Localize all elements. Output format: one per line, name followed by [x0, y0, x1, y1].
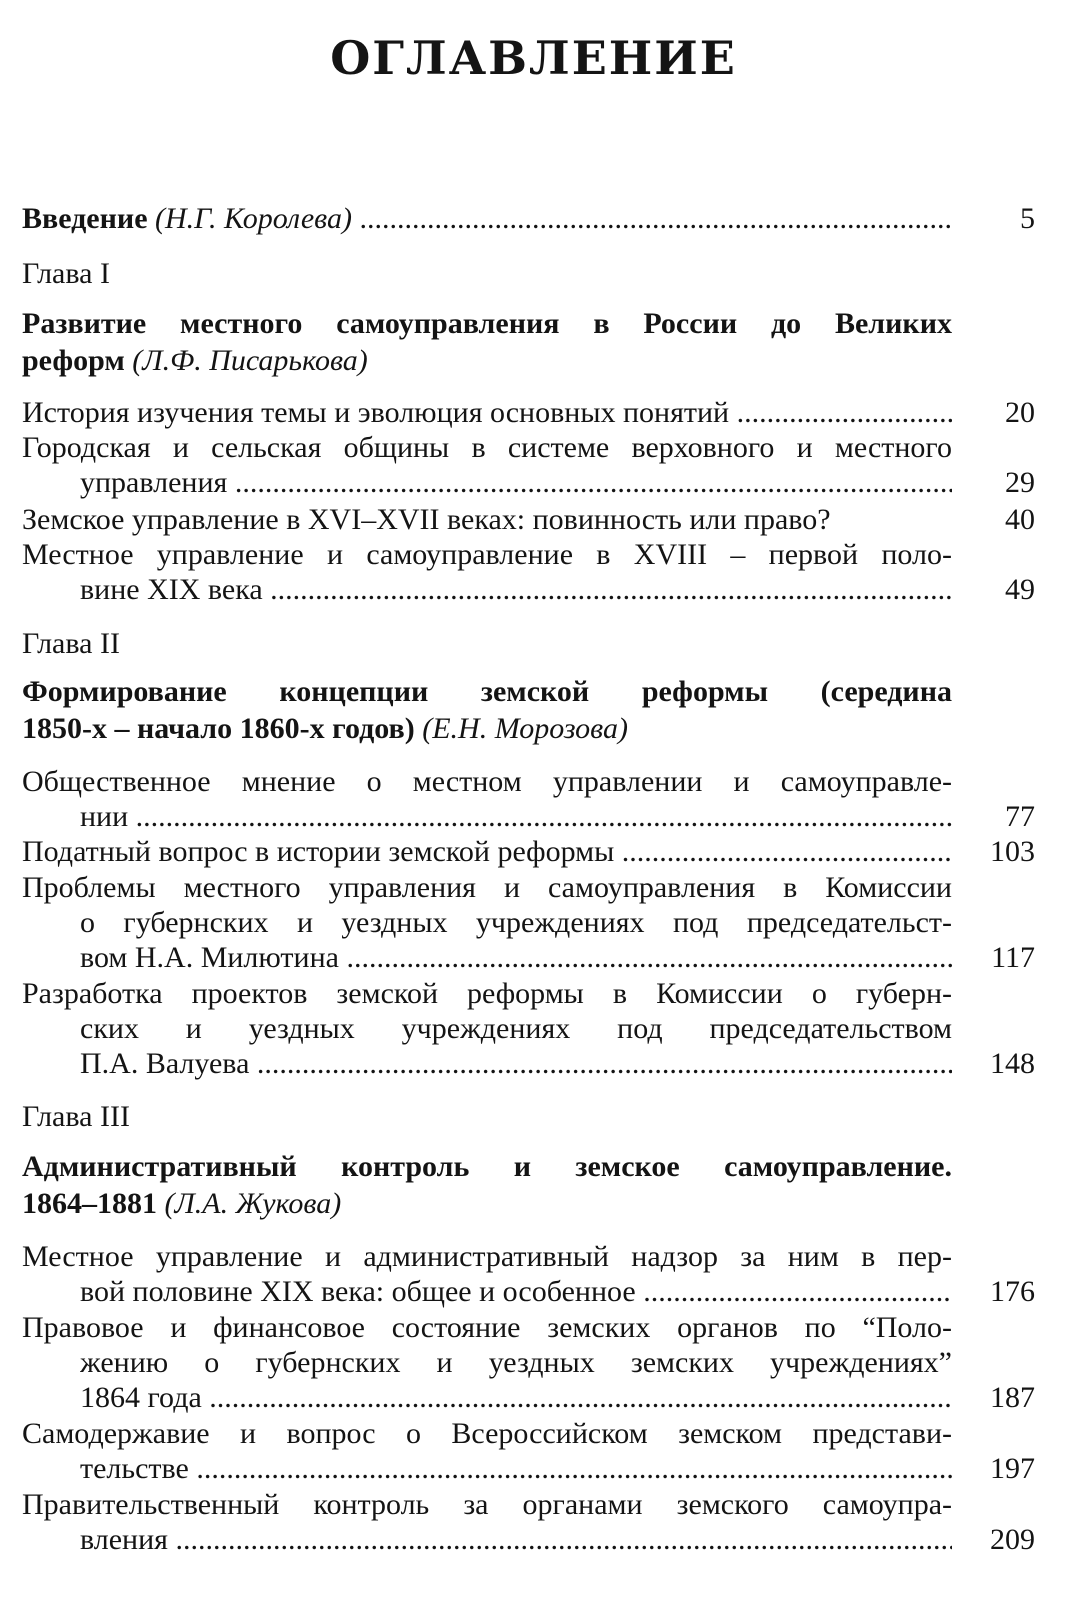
toc-entry-continued[interactable]: о губернских и уездных учреждениях под председательст- — [80, 906, 952, 939]
toc-entry-continued[interactable]: ских и уездных учреждениях под председательством — [80, 1012, 952, 1045]
toc-entry-continued[interactable]: вом Н.А. Милютина ..... — [80, 940, 952, 976]
page-number: 40 — [1005, 503, 1035, 536]
page-number: 29 — [1005, 466, 1035, 499]
chapter-title: Формирование концепции земской реформы (середина — [22, 675, 952, 708]
chapter-title: реформ (Л.Ф. Писарькова) — [22, 344, 368, 377]
chapter-title: Административный контроль и земское самоуправление. — [22, 1150, 952, 1183]
chapter-title: 1864–1881 (Л.А. Жукова) — [22, 1187, 342, 1220]
toc-entry[interactable]: Податный вопрос в истории земской реформы ..... — [22, 834, 952, 870]
chapter-heading: Глава I — [22, 257, 110, 290]
toc-entry-continued[interactable]: нии ..... — [80, 799, 952, 835]
toc-entry[interactable]: Местное управление и административный надзор за ним в пер- — [22, 1240, 952, 1273]
chapter-title: Развитие местного самоуправления в России до Великих — [22, 307, 952, 340]
toc-entry-continued[interactable]: П.А. Валуева ..... — [80, 1046, 952, 1082]
chapter-author: (Е.Н. Морозова) — [422, 712, 628, 745]
toc-entry[interactable]: Самодержавие и вопрос о Всероссийском земском представи- — [22, 1417, 952, 1450]
toc-entry[interactable]: Разработка проектов земской реформы в Комиссии о губерн- — [22, 977, 952, 1010]
toc-entry[interactable]: Проблемы местного управления и самоуправления в Комиссии — [22, 871, 952, 904]
intro-label: Введение — [22, 202, 148, 235]
chapter-author: (Л.А. Жукова) — [164, 1187, 342, 1220]
page-number: 197 — [990, 1452, 1035, 1485]
page-number: 176 — [990, 1275, 1035, 1308]
page-number: 209 — [990, 1523, 1035, 1556]
chapter-heading: Глава III — [22, 1100, 130, 1133]
page-number: 5 — [1020, 202, 1035, 235]
toc-entry-continued[interactable]: тельстве ..... — [80, 1451, 952, 1487]
toc-entry[interactable]: Общественное мнение о местном управлении и самоуправле- — [22, 765, 952, 798]
toc-entry-continued[interactable]: вления ..... — [80, 1522, 952, 1558]
toc-entry[interactable]: Правительственный контроль за органами земского самоупра- — [22, 1488, 952, 1521]
page-title: ОГЛАВЛЕНИЕ — [330, 31, 737, 85]
toc-entry-continued[interactable]: вой половине XIX века: общее и особенное ..... — [80, 1274, 952, 1310]
chapter-author: (Л.Ф. Писарькова) — [132, 344, 368, 377]
toc-entry-continued[interactable]: управления ..... — [80, 465, 952, 501]
chapter-title: 1850-х – начало 1860-х годов) (Е.Н. Морозова) — [22, 712, 628, 745]
page-number: 20 — [1005, 396, 1035, 429]
toc-entry-continued[interactable]: 1864 года ..... — [80, 1380, 952, 1416]
toc-entry[interactable]: Земское управление в XVI–XVII веках: повинность или право? — [22, 503, 831, 536]
page-number: 77 — [1005, 800, 1035, 833]
page-number: 103 — [990, 835, 1035, 868]
page-number: 49 — [1005, 573, 1035, 606]
toc-entry[interactable]: История изучения темы и эволюция основных понятий ..... — [22, 395, 952, 431]
page-number: 117 — [991, 941, 1035, 974]
chapter-heading: Глава II — [22, 627, 120, 660]
page-number: 187 — [990, 1381, 1035, 1414]
toc-entry-continued[interactable]: вине XIX века ..... — [80, 572, 952, 608]
toc-entry-intro[interactable] — [22, 201, 952, 237]
intro-author: (Н.Г. Королева) — [155, 202, 352, 235]
toc-entry[interactable]: Местное управление и самоуправление в XVIII – первой поло- — [22, 538, 952, 571]
page-number: 148 — [990, 1047, 1035, 1080]
toc-entry[interactable]: Правовое и финансовое состояние земских органов по “Поло- — [22, 1311, 952, 1344]
toc-entry[interactable]: Городская и сельская общины в системе верховного и местного — [22, 431, 952, 464]
toc-entry-continued[interactable]: жению о губернских и уездных земских учреждениях” — [80, 1346, 952, 1379]
